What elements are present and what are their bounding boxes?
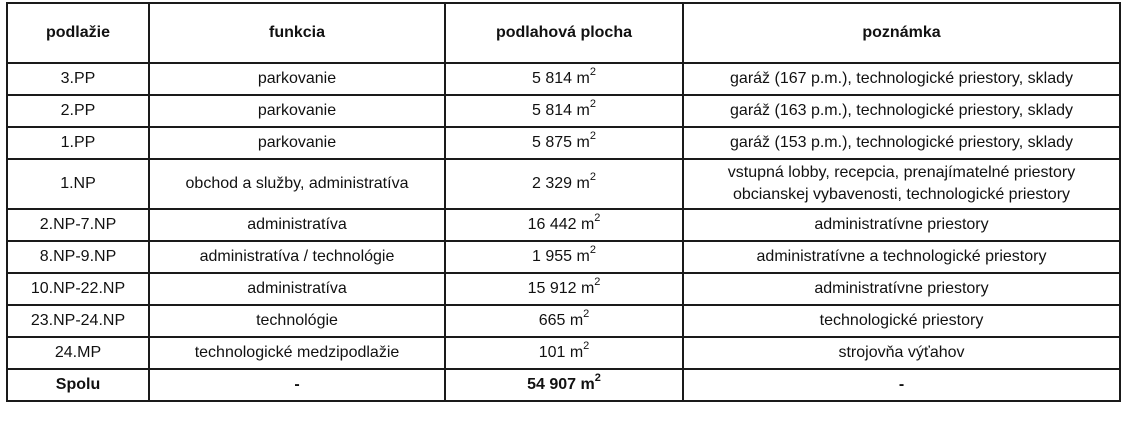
total-area-cell xyxy=(445,369,683,401)
unit-base: m xyxy=(569,312,584,329)
table-row xyxy=(7,337,1120,369)
total-function-cell: - xyxy=(149,369,445,401)
unit-base: m xyxy=(576,175,590,192)
function-cell: parkovanie xyxy=(149,127,445,159)
unit-exponent: 2 xyxy=(583,339,590,352)
total-floor-cell: Spolu xyxy=(7,369,149,401)
unit-base: m xyxy=(580,216,595,233)
total-area-value: 54 907 xyxy=(527,376,577,393)
area-cell xyxy=(445,63,683,95)
note-line: obcianskej vybavenosti, technologické priestory xyxy=(732,186,1071,203)
unit-base: m xyxy=(580,280,595,297)
area-cell xyxy=(445,95,683,127)
unit-base: m xyxy=(576,70,590,87)
note-cell xyxy=(683,63,1120,95)
floor-cell: 1.NP xyxy=(7,159,149,209)
function-cell: parkovanie xyxy=(149,95,445,127)
area-value: 101 xyxy=(538,344,566,361)
note-cell xyxy=(683,273,1120,305)
area-cell xyxy=(445,337,683,369)
note-line: garáž (167 p.m.), technologické priestory, sklady xyxy=(730,70,1073,87)
floor-cell: 2.NP-7.NP xyxy=(7,209,149,241)
table-row xyxy=(7,241,1120,273)
area-value: 1 955 xyxy=(532,248,573,265)
note-cell xyxy=(683,127,1120,159)
note-cell xyxy=(683,159,1120,209)
table-body xyxy=(7,63,1120,369)
area-value: 5 814 xyxy=(532,70,573,87)
function-cell: administratíva / technológie xyxy=(149,241,445,273)
unit-exponent: 2 xyxy=(589,129,596,142)
floor-cell: 8.NP-9.NP xyxy=(7,241,149,273)
table-row xyxy=(7,159,1120,209)
note-cell xyxy=(683,337,1120,369)
unit-exponent: 2 xyxy=(583,307,590,320)
area-cell xyxy=(445,127,683,159)
area-cell xyxy=(445,305,683,337)
floor-cell: 3.PP xyxy=(7,63,149,95)
area-value: 16 442 xyxy=(527,216,577,233)
table-header-row xyxy=(7,3,1120,63)
unit-exponent: 2 xyxy=(594,211,601,224)
table-row xyxy=(7,95,1120,127)
total-row xyxy=(7,369,1120,401)
unit-exponent: 2 xyxy=(589,170,596,183)
unit-exponent: 2 xyxy=(589,65,596,78)
area-value: 5 875 xyxy=(532,134,573,151)
note-line: administratívne priestory xyxy=(814,280,989,297)
floor-cell: 10.NP-22.NP xyxy=(7,273,149,305)
unit-base: m xyxy=(569,344,584,361)
area-value: 15 912 xyxy=(527,280,577,297)
note-cell xyxy=(683,95,1120,127)
note-line: administratívne a technologické priestory xyxy=(756,248,1047,265)
table-row xyxy=(7,127,1120,159)
area-cell xyxy=(445,241,683,273)
function-cell: administratíva xyxy=(149,209,445,241)
function-cell: parkovanie xyxy=(149,63,445,95)
unit-exponent: 2 xyxy=(589,243,596,256)
unit-exponent: 2 xyxy=(589,97,596,110)
function-cell: technologické medzipodlažie xyxy=(149,337,445,369)
table-row xyxy=(7,63,1120,95)
note-line: garáž (163 p.m.), technologické priestory, sklady xyxy=(730,102,1073,119)
unit-exponent: 2 xyxy=(594,275,601,288)
header-floor: podlažie xyxy=(7,3,149,63)
floor-area-table xyxy=(6,2,1121,402)
function-cell: obchod a služby, administratíva xyxy=(149,159,445,209)
floor-cell: 23.NP-24.NP xyxy=(7,305,149,337)
note-line: vstupná lobby, recepcia, prenajímatelné priestory xyxy=(727,164,1076,181)
floor-cell: 24.MP xyxy=(7,337,149,369)
unit-base: m xyxy=(576,248,590,265)
note-line: garáž (153 p.m.), technologické priestory, sklady xyxy=(730,134,1073,151)
unit-exponent: 2 xyxy=(594,371,601,384)
unit-base: m xyxy=(576,134,590,151)
header-function: funkcia xyxy=(149,3,445,63)
area-cell xyxy=(445,209,683,241)
note-line: administratívne priestory xyxy=(814,216,989,233)
floor-cell: 2.PP xyxy=(7,95,149,127)
function-cell: administratíva xyxy=(149,273,445,305)
note-cell xyxy=(683,209,1120,241)
table-row xyxy=(7,209,1120,241)
area-value: 5 814 xyxy=(532,102,573,119)
area-value: 2 329 xyxy=(532,175,573,192)
function-cell: technológie xyxy=(149,305,445,337)
note-cell xyxy=(683,305,1120,337)
table-row xyxy=(7,305,1120,337)
area-cell xyxy=(445,273,683,305)
total-note-cell: - xyxy=(683,369,1120,401)
note-cell xyxy=(683,241,1120,273)
header-area: podlahová plocha xyxy=(445,3,683,63)
area-cell xyxy=(445,159,683,209)
table-row xyxy=(7,273,1120,305)
note-line: technologické priestory xyxy=(819,312,984,329)
note-line: strojovňa výťahov xyxy=(838,344,965,361)
area-value: 665 xyxy=(538,312,566,329)
unit-base: m xyxy=(580,376,595,393)
floor-cell: 1.PP xyxy=(7,127,149,159)
unit-base: m xyxy=(576,102,590,119)
header-note: poznámka xyxy=(683,3,1120,63)
